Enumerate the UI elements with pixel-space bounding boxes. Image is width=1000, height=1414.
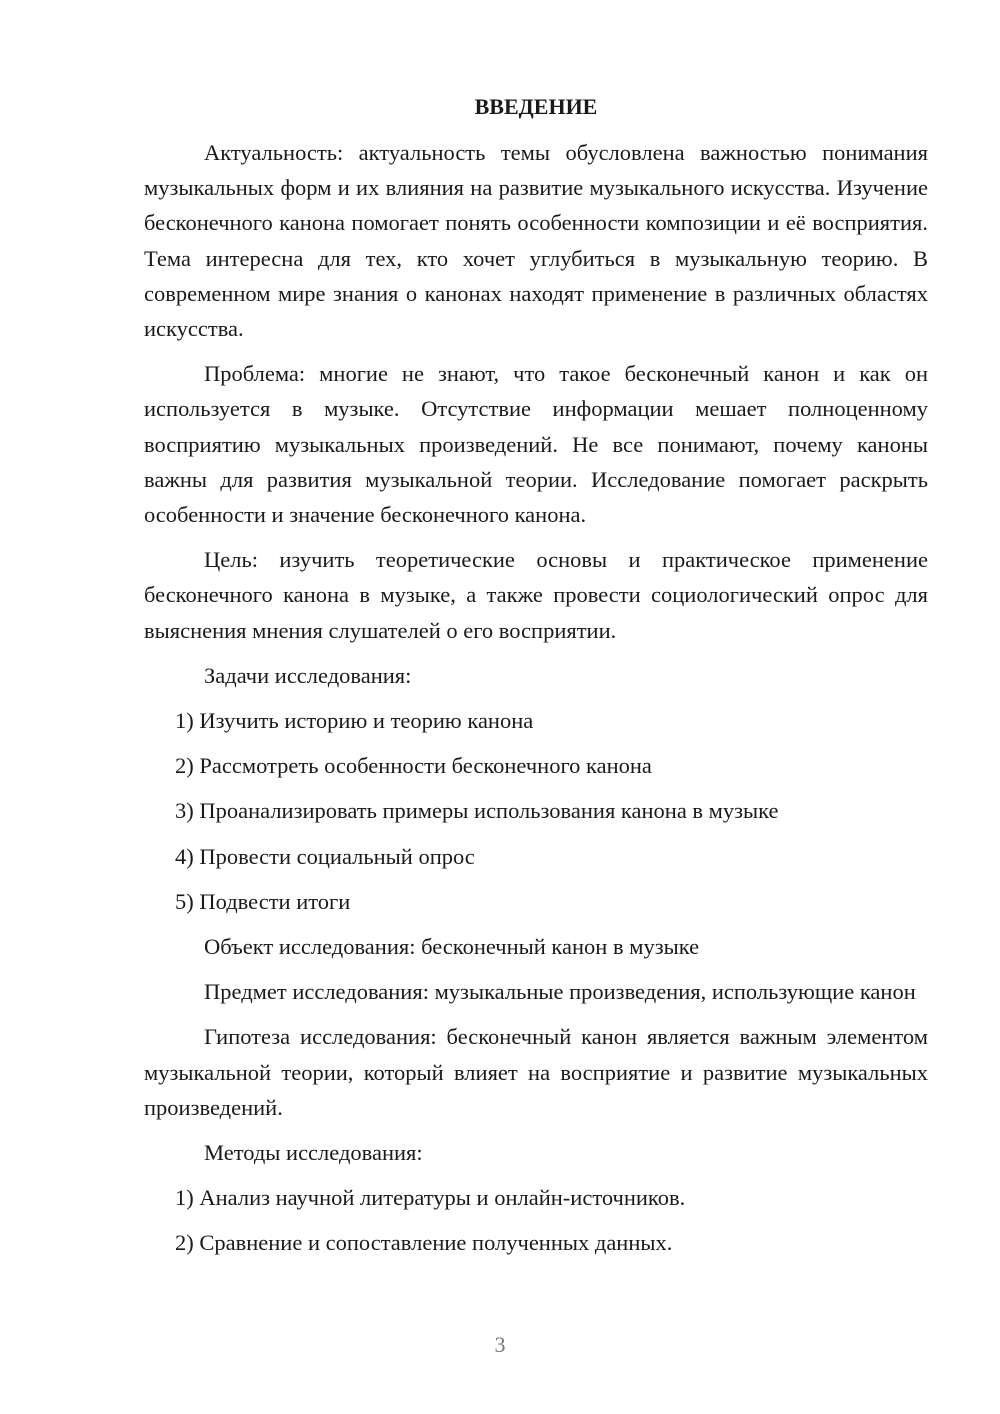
tasks-heading: Задачи исследования: (204, 662, 412, 688)
relevance-paragraph: Актуальность: актуальность темы обусловлена важностью понимания музыкальных форм и их влияния на развитие музыкального искусства. Изучение бесконечного канона помогает понять особенности композиции и её восприятия. Тема интересна для тех, кто хочет углубиться в музыкальную теорию. В современном мире знания о канонах находят применение в различных областях искусства. (144, 140, 928, 342)
task-item: 1) Изучить историю и теорию канона (175, 708, 534, 734)
problem-paragraph: Проблема: многие не знают, что такое бесконечный канон и как он используется в музыке. Отсутствие информации мешает полноценному восприятию музыкальных произведений. Не все понимают, почему каноны важны для развития музыкальной теории. Исследование помогает раскрыть особенности и значение бесконечного канона. (144, 361, 928, 528)
goal-paragraph: Цель: изучить теоретические основы и практическое применение бесконечного канона в музыке, а также провести социологический опрос для выяснения мнения слушателей о его восприятии. (144, 547, 928, 643)
page-number: 3 (494, 1332, 506, 1357)
research-object: Объект исследования: бесконечный канон в музыке (204, 934, 700, 960)
task-item: 5) Подвести итоги (175, 888, 351, 914)
method-item: 2) Сравнение и сопоставление полученных данных. (175, 1230, 673, 1256)
page-title: ВВЕДЕНИЕ (474, 94, 598, 119)
methods-heading: Методы исследования: (204, 1140, 423, 1166)
task-item: 3) Проанализировать примеры использования канона в музыке (175, 798, 779, 824)
document-page (144, 92, 928, 1261)
research-subject: Предмет исследования: музыкальные произведения, использующие канон (204, 979, 916, 1005)
method-item: 1) Анализ научной литературы и онлайн-источников. (175, 1185, 686, 1211)
task-item: 2) Рассмотреть особенности бесконечного канона (175, 753, 652, 779)
hypothesis-paragraph: Гипотеза исследования: бесконечный канон является важным элементом музыкальной теории, который влияет на восприятие и развитие музыкальных произведений. (144, 1024, 928, 1120)
task-item: 4) Провести социальный опрос (175, 843, 475, 869)
